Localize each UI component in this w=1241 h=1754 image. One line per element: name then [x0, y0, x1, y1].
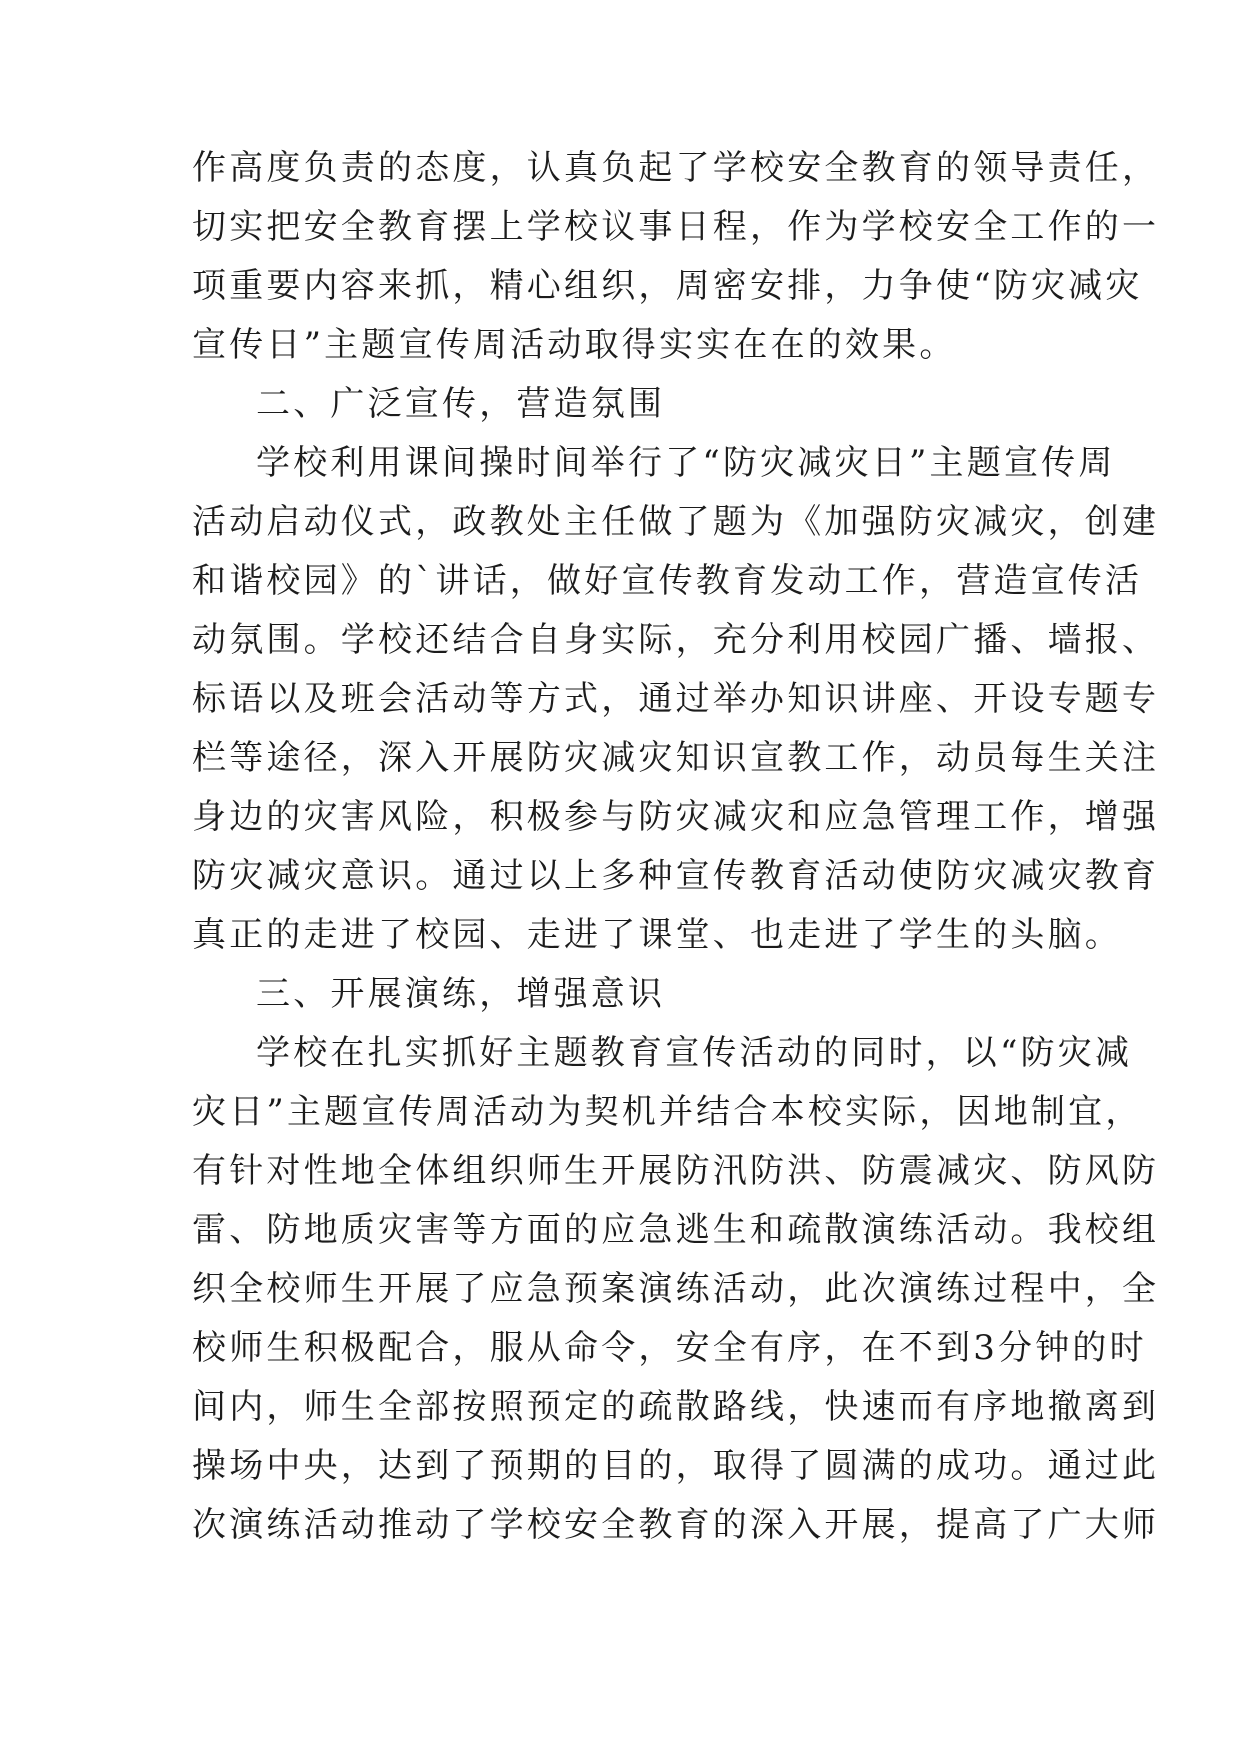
paragraph-line: 防灾减灾意识。通过以上多种宣传教育活动使防灾减灾教育	[192, 856, 1160, 896]
paragraph-line: 真正的走进了校园、走进了课堂、也走进了学生的头脑。	[192, 915, 1122, 955]
paragraph-line: 学校在扎实抓好主题教育宣传活动的同时，以“防灾减	[256, 1033, 1133, 1073]
section-heading: 二、广泛宣传，营造氛围	[256, 384, 666, 424]
section-heading: 三、开展演练，增强意识	[256, 974, 666, 1014]
paragraph-line: 次演练活动推动了学校安全教育的深入开展，提高了广大师	[192, 1505, 1160, 1545]
paragraph-line: 栏等途径，深入开展防灾减灾知识宣教工作，动员每生关注	[192, 738, 1160, 778]
paragraph-line: 标语以及班会活动等方式，通过举办知识讲座、开设专题专	[192, 679, 1160, 719]
paragraph-line: 间内，师生全部按照预定的疏散路线，快速而有序地撤离到	[192, 1387, 1160, 1427]
paragraph-line: 和谐校园》的`讲话，做好宣传教育发动工作，营造宣传活	[192, 561, 1143, 601]
paragraph-line: 身边的灾害风险，积极参与防灾减灾和应急管理工作，增强	[192, 797, 1160, 837]
paragraph-line: 作高度负责的态度，认真负起了学校安全教育的领导责任，	[192, 148, 1160, 188]
paragraph-line: 操场中央，达到了预期的目的，取得了圆满的成功。通过此	[192, 1446, 1160, 1486]
paragraph-line: 校师生积极配合，服从命令，安全有序，在不到3分钟的时	[192, 1328, 1147, 1368]
paragraph-line: 宣传日”主题宣传周活动取得实实在在的效果。	[192, 325, 957, 365]
paragraph-line: 有针对性地全体组织师生开展防汛防洪、防震减灾、防风防	[192, 1151, 1160, 1191]
paragraph-line: 织全校师生开展了应急预案演练活动，此次演练过程中，全	[192, 1269, 1160, 1309]
paragraph-line: 动氛围。学校还结合自身实际，充分利用校园广播、墙报、	[192, 620, 1160, 660]
paragraph-line: 切实把安全教育摆上学校议事日程，作为学校安全工作的一	[192, 207, 1160, 247]
paragraph-line: 雷、防地质灾害等方面的应急逃生和疏散演练活动。我校组	[192, 1210, 1160, 1250]
paragraph-line: 活动启动仪式，政教处主任做了题为《加强防灾减灾，创建	[192, 502, 1160, 542]
paragraph-line: 学校利用课间操时间举行了“防灾减灾日”主题宣传周	[256, 443, 1116, 483]
paragraph-line: 灾日”主题宣传周活动为契机并结合本校实际，因地制宜，	[192, 1092, 1143, 1132]
paragraph-line: 项重要内容来抓，精心组织，周密安排，力争使“防灾减灾	[192, 266, 1143, 306]
